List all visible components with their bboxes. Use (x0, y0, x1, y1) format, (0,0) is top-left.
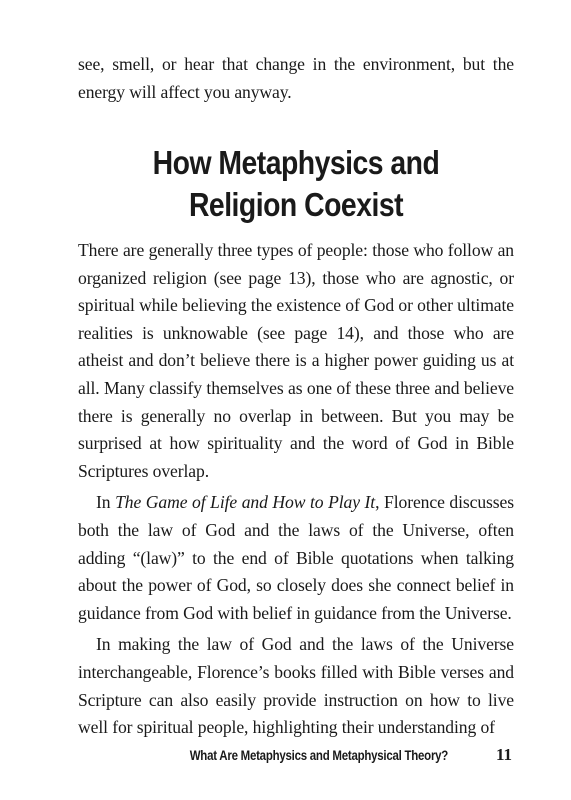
intro-text: see, smell, or hear that change in the environment, but the energy will affect you anyway. (78, 54, 514, 102)
paragraph-2-lead: In (96, 492, 116, 513)
section-heading (109, 142, 484, 226)
heading-line-1: How Metaphysics and (152, 144, 440, 181)
running-head: What Are Metaphysics and Metaphysical Theory? (189, 747, 448, 763)
book-title: The Game of Life and How to Play It (115, 492, 376, 513)
paragraph-2-rest: , Florence discusses both the law of God and the laws of the Universe, often adding “(law)” to the end of Bible quotations when talking about the power of God, so closely does she connect belief in guidance from God with belief in guidance from the Universe. (78, 492, 514, 623)
paragraph-2 (78, 489, 514, 627)
intro-paragraph (78, 51, 514, 106)
paragraph-1: There are generally three types of people: those who follow an organized religion (see page 13), those who are agnostic, or spiritual while believing the existence of God or other ultimate realities is unknowable (see page 14), and those who are atheist and don’t believe there is a higher power guiding us at all. Many classify themselves as one of these three and believe there is generally no overlap in between. But you may be surprised at how spirituality and the word of God in Bible Scriptures overlap. (78, 240, 514, 481)
paragraph-3: In making the law of God and the laws of the Universe interchangeable, Florence’s books filled with Bible verses and Scripture can also easily provide instruction on how to live well for spiritual people, highlighting their understanding of (78, 634, 514, 738)
heading-line-2: Religion Coexist (188, 186, 404, 223)
page-footer (78, 745, 514, 769)
body-text (78, 237, 514, 742)
page-number: 11 (495, 745, 512, 764)
